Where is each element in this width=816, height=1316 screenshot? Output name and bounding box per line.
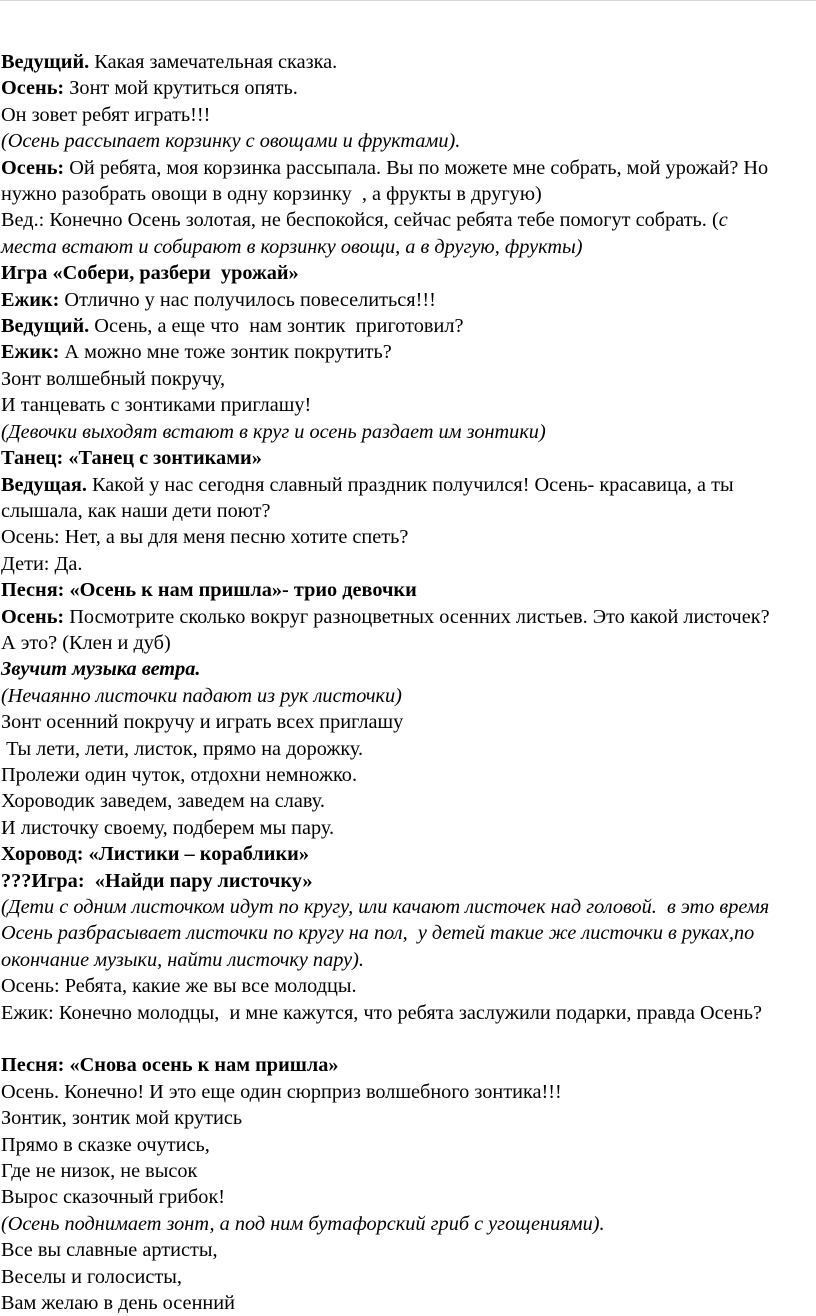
text-segment: Осень: Нет, а вы для меня песню хотите спеть? bbox=[1, 526, 409, 549]
text-line bbox=[1, 102, 813, 128]
bold-text: Песня: «Снова осень к нам пришла» bbox=[1, 1054, 339, 1077]
text-segment: А можно мне тоже зонтик покрутить? bbox=[59, 341, 392, 364]
text-line bbox=[1, 287, 813, 313]
text-line bbox=[1, 894, 813, 920]
text-line bbox=[1, 551, 813, 577]
text-line bbox=[1, 762, 813, 788]
text-line bbox=[1, 419, 813, 445]
bold-text: Звучит музыка ветра. bbox=[1, 658, 201, 681]
text-line bbox=[1, 709, 813, 735]
text-segment: Хороводик заведем, заведем на славу. bbox=[1, 790, 325, 813]
text-segment: Все вы славные артисты, bbox=[1, 1239, 218, 1262]
italic-text: (Осень рассыпает корзинку с овощами и фруктами). bbox=[1, 130, 461, 153]
text-line bbox=[1, 155, 813, 181]
text-segment: Пролежи один чуток, отдохни немножко. bbox=[1, 763, 358, 786]
text-segment: Осень. Конечно! И это еще один сюрприз волшебного зонтика!!! bbox=[1, 1080, 562, 1103]
text-line bbox=[1, 788, 813, 814]
text-segment: нужно разобрать овощи в одну корзинку , а фрукты в другую) bbox=[1, 183, 542, 206]
text-segment: Зонт волшебный покручу, bbox=[1, 367, 226, 390]
text-line bbox=[1, 1052, 813, 1078]
text-segment: Зонт осенний покручу и играть всех приглашу bbox=[1, 711, 404, 734]
text-segment: А это? (Клен и дуб) bbox=[1, 631, 171, 654]
text-line bbox=[1, 472, 813, 498]
bold-text: Ведущий. bbox=[1, 51, 90, 73]
text-line bbox=[1, 920, 813, 946]
text-line bbox=[1, 339, 813, 365]
text-line bbox=[1, 1158, 813, 1184]
italic-text: с bbox=[718, 209, 728, 232]
text-segment: Осень, а еще что нам зонтик приготовил? bbox=[89, 315, 464, 338]
bold-text: Танец: «Танец с зонтиками» bbox=[1, 447, 262, 470]
text-segment: Прямо в сказке очутись, bbox=[1, 1133, 210, 1156]
text-line bbox=[1, 366, 813, 392]
text-line bbox=[1, 1237, 813, 1263]
text-line bbox=[1, 815, 813, 841]
text-segment: слышала, как наши дети поют? bbox=[1, 499, 271, 522]
text-line bbox=[1, 1132, 813, 1158]
bold-text: Осень: bbox=[1, 605, 65, 628]
text-segment: Ежик: Конечно молодцы, и мне кажутся, что ребята заслужили подарки, правда Осень? bbox=[1, 1001, 763, 1024]
text-line bbox=[1, 868, 813, 894]
text-line bbox=[1, 656, 813, 682]
script-text bbox=[1, 49, 813, 1316]
text-segment: И листочку своему, подберем мы пару. bbox=[1, 816, 335, 839]
text-segment: Зонт мой крутиться опять. bbox=[64, 77, 298, 100]
text-segment: Зонтик, зонтик мой крутись bbox=[1, 1107, 243, 1130]
bold-text: Ежик: bbox=[1, 288, 60, 311]
bold-text: ???Игра: «Найди пару листочку» bbox=[1, 869, 313, 892]
page-top-border bbox=[0, 0, 816, 1]
text-line bbox=[1, 1184, 813, 1210]
italic-text: (Девочки выходят встают в круг и осень раздает им зонтики) bbox=[1, 420, 546, 443]
bold-text: Хоровод: «Листики – кораблики» bbox=[1, 843, 309, 866]
text-segment: Вырос сказочный грибок! bbox=[1, 1186, 226, 1209]
text-line bbox=[1, 1264, 813, 1290]
text-line bbox=[1, 973, 813, 999]
text-line bbox=[1, 498, 813, 524]
text-line bbox=[1, 841, 813, 867]
text-line bbox=[1, 260, 813, 286]
text-segment: Ты лети, лети, листок, прямо на дорожку. bbox=[1, 737, 364, 760]
text-line bbox=[1, 313, 813, 339]
text-segment: Где не низок, не высок bbox=[1, 1160, 198, 1183]
text-line bbox=[1, 181, 813, 207]
text-line bbox=[1, 75, 813, 101]
text-line bbox=[1, 392, 813, 418]
italic-text: (Нечаянно листочки падают из рук листочки) bbox=[1, 684, 402, 707]
italic-text: окончание музыки, найти листочку пару). bbox=[1, 948, 364, 971]
text-line bbox=[1, 1105, 813, 1131]
text-segment: Осень: Ребята, какие же вы все молодцы. bbox=[1, 975, 357, 998]
text-line bbox=[1, 234, 813, 260]
text-line bbox=[1, 128, 813, 154]
text-line bbox=[1, 445, 813, 471]
text-line bbox=[1, 1000, 813, 1026]
text-segment: Веселы и голосисты, bbox=[1, 1265, 182, 1288]
text-line bbox=[1, 947, 813, 973]
text-line bbox=[1, 1211, 813, 1237]
italic-text: (Дети с одним листочком идут по кругу, или качают листочек над головой. в это время bbox=[1, 896, 770, 918]
text-line bbox=[1, 207, 813, 233]
text-segment: Вам желаю в день осенний bbox=[1, 1292, 235, 1315]
bold-text: Ведущая. bbox=[1, 473, 87, 496]
bold-text: Игра «Собери, разбери урожай» bbox=[1, 262, 299, 285]
text-line bbox=[1, 630, 813, 656]
text-line bbox=[1, 49, 813, 75]
text-line bbox=[1, 1079, 813, 1105]
text-segment: Какая замечательная сказка. bbox=[89, 51, 338, 73]
text-segment: И танцевать с зонтиками приглашу! bbox=[1, 394, 312, 417]
text-segment: Посмотрите сколько вокруг разноцветных осенних листьев. Это какой листочек? bbox=[64, 605, 770, 628]
text-segment: Отлично у нас получилось повеселиться!!! bbox=[59, 288, 436, 311]
text-segment: Дети: Да. bbox=[1, 552, 83, 575]
text-line bbox=[1, 736, 813, 762]
text-segment: Вед.: Конечно Осень золотая, не беспокойся, сейчас ребята тебе помогут собрать. ( bbox=[1, 209, 719, 232]
text-segment: Ой ребята, моя корзинка рассыпала. Вы по можете мне собрать, мой урожай? Но bbox=[64, 156, 769, 179]
italic-text: Осень разбрасывает листочки по кругу на пол, у детей такие же листочки в руках,по bbox=[1, 922, 755, 945]
text-line bbox=[1, 524, 813, 550]
bold-text: Ведущий. bbox=[1, 315, 90, 338]
blank-line bbox=[1, 1026, 813, 1052]
bold-text: Осень: bbox=[1, 156, 65, 179]
text-segment: Он зовет ребят играть!!! bbox=[1, 103, 211, 126]
text-segment: Какой у нас сегодня славный праздник получился! Осень- красавица, а ты bbox=[86, 473, 734, 496]
text-line bbox=[1, 577, 813, 603]
bold-text: Ежик: bbox=[1, 341, 60, 364]
text-line bbox=[1, 683, 813, 709]
bold-text: Песня: «Осень к нам пришла»- трио девочки bbox=[1, 579, 417, 602]
bold-text: Осень: bbox=[1, 77, 65, 100]
text-line bbox=[1, 1290, 813, 1316]
italic-text: места встают и собирают в корзинку овощи, а в другую, фрукты) bbox=[1, 235, 583, 258]
text-line bbox=[1, 604, 813, 630]
italic-text: (Осень поднимает зонт, а под ним бутафорский гриб с угощениями). bbox=[1, 1212, 605, 1235]
